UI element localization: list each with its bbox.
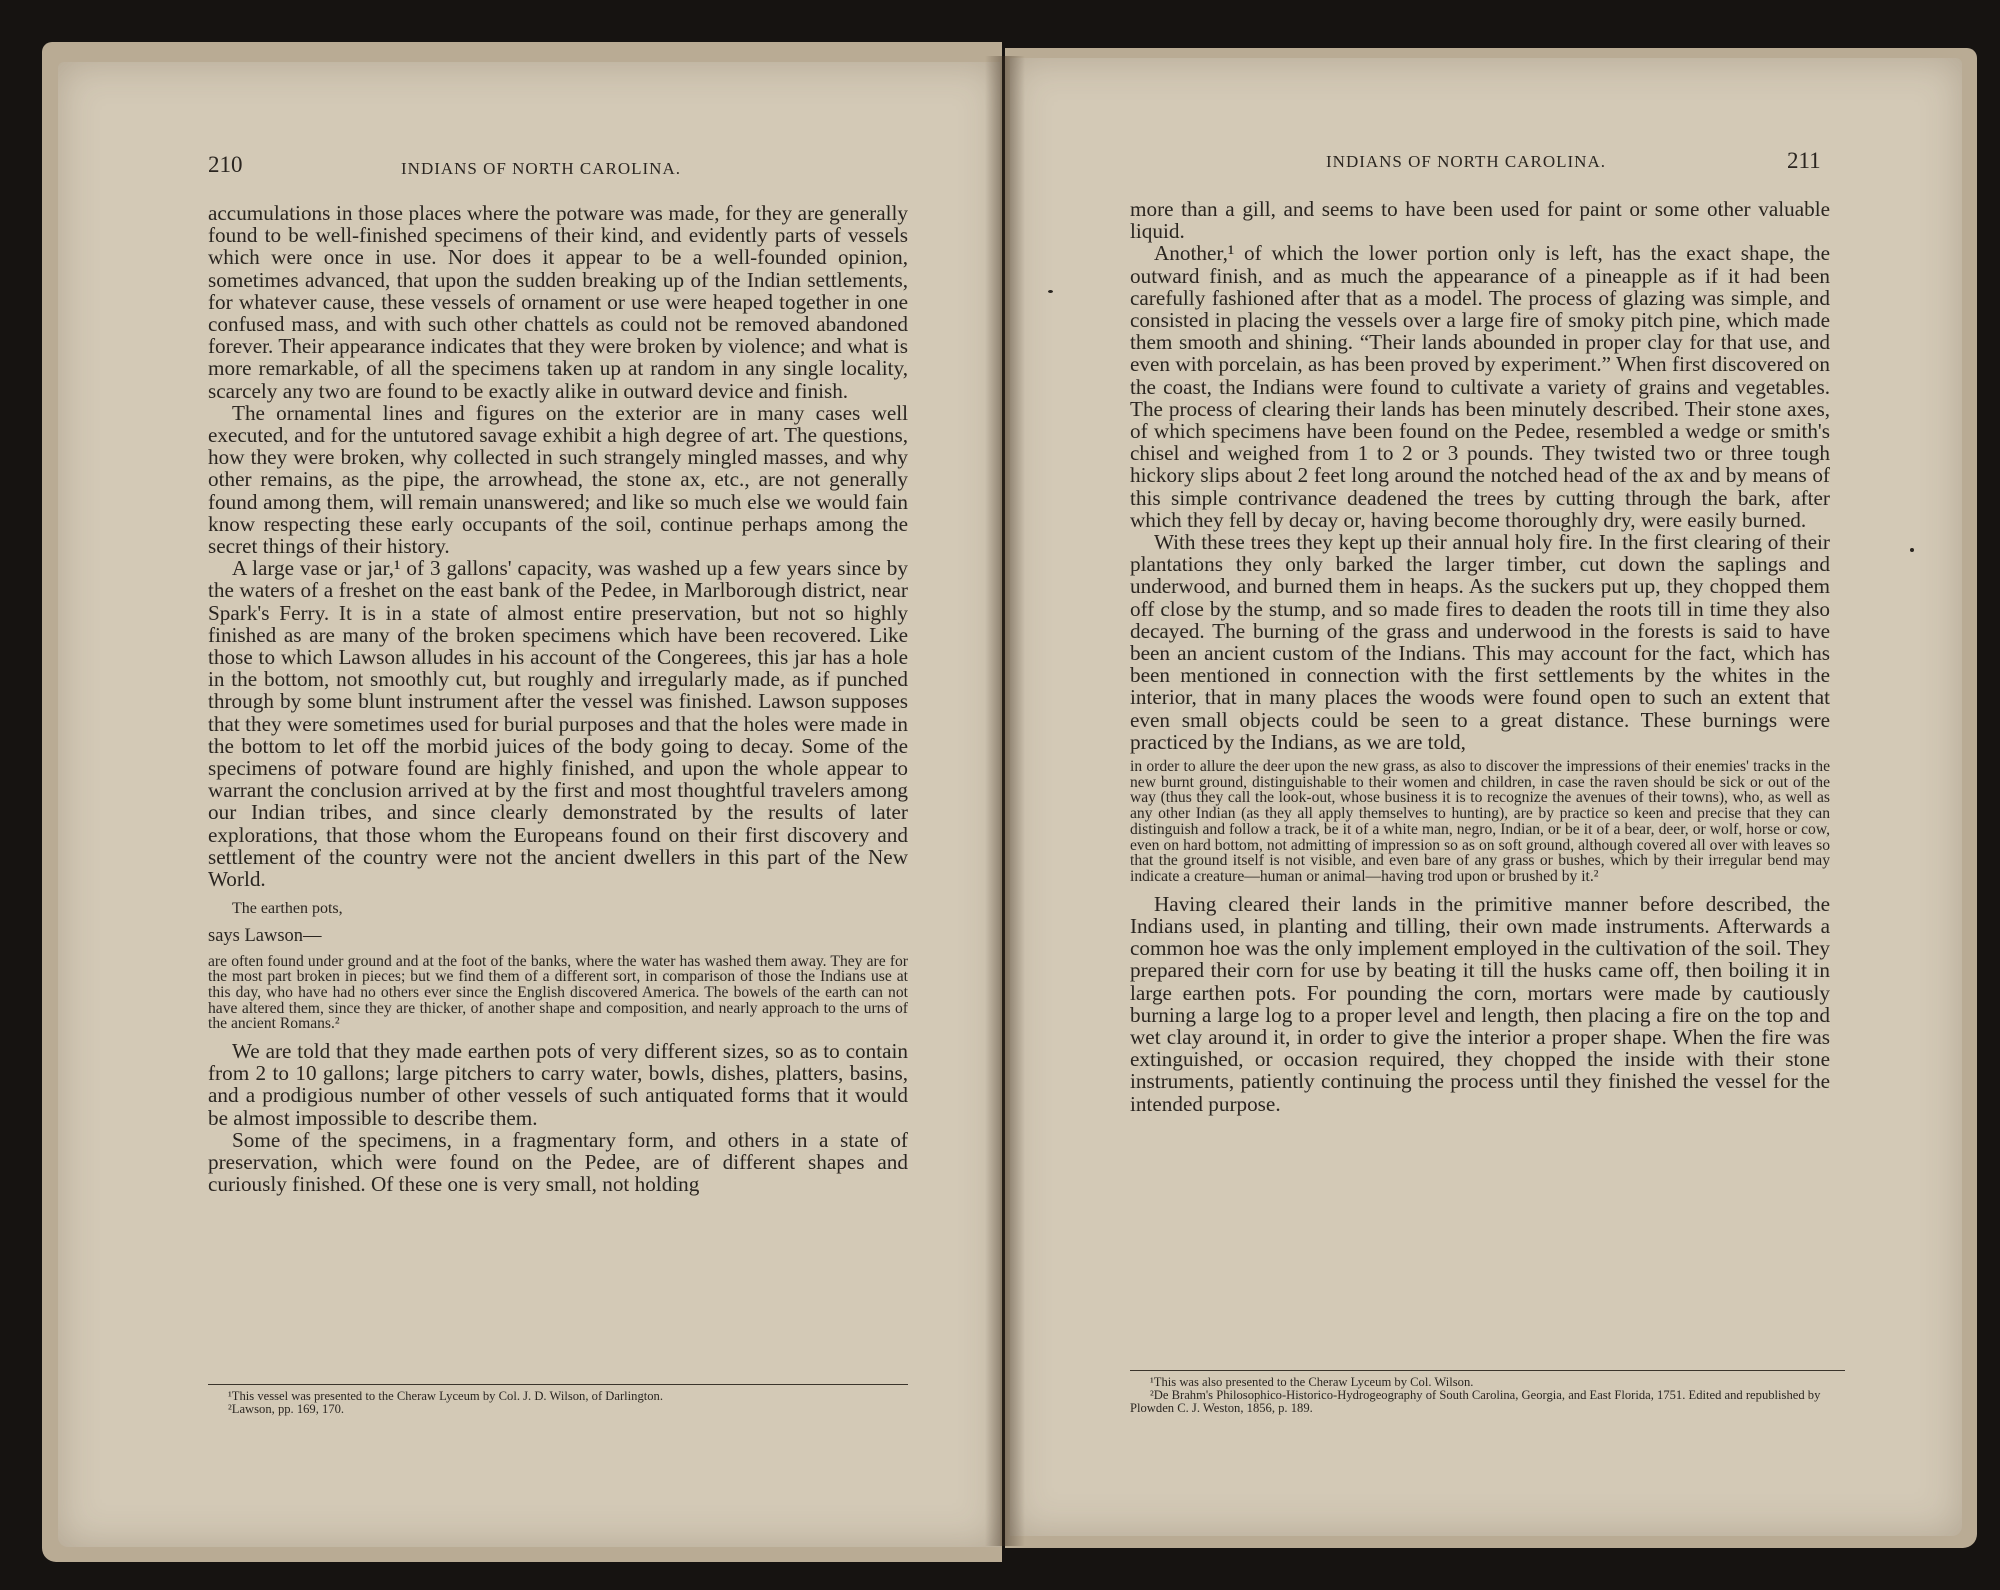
right-footnote-1: ¹This was also presented to the Cheraw Lyceum by Col. Wilson. [1150, 1375, 1474, 1389]
right-footnote-2: ²De Brahm's Philosophico-Historico-Hydrogeography of South Carolina, Georgia, and East Florida, 1751. Edited and republished by Plowden C. J. Weston, 1856, p. 189. [1130, 1388, 1821, 1415]
right-body-text [1130, 198, 1830, 1115]
left-paragraph-5: Some of the specimens, in a fragmentary form, and others in a state of preservation, which were found on the Pedee, are of different shapes and curiously finished. Of these one is very small, not holding [208, 1127, 908, 1197]
right-block-quote: in order to allure the deer upon the new grass, as also to discover the impressions of their enemies' tracks in the new burnt ground, distinguishable to their women and children, in case the raven should be sick or out of the way (thus they call the look-out, whose business it is to recognize the avenues of their towns), who, as well as any other Indian (as they all apply themselves to hunting), are by practice so keen and precise that they can distinguish and follow a track, be it of a white man, negro, Indian, or be it of a bear, deer, or wolf, horse or cow, even on hard bottom, not admitting of impression so as on soft ground, although covered all over with leaves so that the ground itself is not visible, and even bare of any grass or bushes, which by their irregular bend may indicate a creature—human or animal—having trod upon or brushed by it.² [1130, 758, 1830, 885]
right-paragraph-2: Another,¹ of which the lower portion only is left, has the exact shape, the outward finish, and as much the appearance of a pineapple as if it had been carefully fashioned after that as a model. The process of glazing was simple, and consisted in placing the vessels over a large fire of smoky pitch pine, which made them smooth and shining. “Their lands abounded in proper clay for that use, and even with porcelain, as has been proved by experiment.” When first discovered on the coast, the Indians were found to cultivate a variety of grains and vegetables. The process of clearing their lands has been minutely described. Their stone axes, of which specimens have been found on the Pedee, resembled a wedge or smith's chisel and weighed from 1 to 2 or 3 pounds. They twisted two or three tough hickory slips about 2 feet long around the notched head of the ax and by means of this simple contrivance deadened the trees by cutting through the bark, after which they fell by decay or, having become thoroughly dry, were easily burned. [1130, 241, 1830, 532]
left-body-text [208, 202, 908, 1195]
left-block-quote: are often found under ground and at the foot of the banks, where the water has washed them away. They are for the most part broken in pieces; but we find them of a different sort, in comparison of those the Indians use at this day, who have had no others ever since the English discovered America. The bowels of the earth can not have altered them, since they are thicker, of another shape and composition, and nearly approach to the urns of the ancient Romans.² [208, 952, 908, 1033]
left-page-number: 210 [208, 152, 243, 177]
right-paragraph-3: With these trees they kept up their annual holy fire. In the first clearing of their plantations they only barked the larger timber, cut down the saplings and underwood, and burned them in heaps. As the suckers put up, they chopped them off close by the stump, and so made fires to deaden the roots till in time they also decayed. The burning of the grass and underwood in the forests is said to have been an ancient custom of the Indians. This may account for the fact, which has been mentioned in connection with the first settlements by the whites in the interior, that in many places the woods were found open to such an extent that even small objects could be seen to a great distance. These burnings were practiced by the Indians, as we are told, [1130, 530, 1830, 754]
left-paragraph-1: accumulations in those places where the potware was made, for they are generally found to be well-finished specimens of their kind, and evidently parts of vessels which were once in use. Nor does it appear to be a well-founded opinion, sometimes advanced, that upon the sudden breaking up of the Indian settlements, for whatever cause, these vessels of ornament or use were heaped together in one confused mass, and with such other chattels as could not be removed abandoned forever. Their appearance indicates that they were broken by violence; and what is more remarkable, of all the specimens taken up at random in any single locality, scarcely any two are found to be exactly alike in outward device and finish. [208, 201, 908, 403]
left-paragraph-2: The ornamental lines and figures on the exterior are in many cases well executed, and for the untutored savage exhibit a high degree of art. The questions, how they were broken, why collected in such strangely mingled masses, and why other remains, as the pipe, the arrowhead, the stone ax, etc., are not generally found among them, will remain unanswered; and like so much else we would fain know respecting these early occupants of the soil, continue perhaps among the secret things of their history. [208, 400, 908, 559]
right-paragraph-1: more than a gill, and seems to have been used for paint or some other valuable liquid. [1130, 197, 1830, 244]
paper-blemish [1048, 290, 1053, 293]
right-footnote-rule [1130, 1370, 1845, 1371]
book-gutter [985, 56, 1025, 1546]
left-footnote-1: ¹This vessel was presented to the Cheraw Lyceum by Col. J. D. Wilson, of Darlington. [228, 1389, 664, 1403]
left-running-head: INDIANS OF NORTH CAROLINA. [401, 159, 681, 178]
right-running-head: INDIANS OF NORTH CAROLINA. [1326, 152, 1606, 171]
left-page [58, 62, 1000, 1547]
right-paragraph-4: Having cleared their lands in the primitive manner before described, the Indians used, in planting and tilling, their own made instruments. Afterwards a common hoe was the only implement employed in the cultivation of the soil. They prepared their corn for use by beating it till the husks came off, then boiling it in large earthen pots. For pounding the corn, mortars were made by cautiously burning a large log to a proper level and length, then placing a fire on the top and wet clay around it, in order to give the interior a proper shape. When the fire was extinguished, or occasion required, they chopped the inside with their stone instruments, patiently continuing the process until they finished the vessel for the intended purpose. [1130, 891, 1830, 1116]
left-footnotes [208, 1390, 918, 1416]
right-footnotes [1130, 1376, 1850, 1415]
left-footnote-rule [208, 1384, 908, 1385]
left-paragraph-3: A large vase or jar,¹ of 3 gallons' capacity, was washed up a few years since by the waters of a freshet on the east bank of the Pedee, in Marlborough district, near Spark's Ferry. It is in a state of almost entire preservation, but not so highly finished as are many of the broken specimens which have been recovered. Like those to which Lawson alludes in his account of the Congerees, this jar has a hole in the bottom, not smoothly cut, but roughly and irregularly made, as if punched through by some blunt instrument after the vessel was finished. Lawson supposes that they were sometimes used for burial purposes and that the holes were made in the bottom to let off the morbid juices of the body going to decay. Some of the specimens of potware found are highly finished, and upon the whole appear to warrant the conclusion arrived at by the first and most thoughtful travelers among our Indian tribes, and since clearly demonstrated by the results of later explorations, that those whom the Europeans found on their first discovery and settlement of the country were not the ancient dwellers in this part of the New World. [208, 556, 908, 892]
paper-blemish [1910, 548, 1914, 552]
left-says-lawson: says Lawson— [208, 926, 322, 947]
right-page-number: 211 [1787, 148, 1821, 173]
left-paragraph-4: We are told that they made earthen pots of very different sizes, so as to contain from 2 to 10 gallons; large pitchers to carry water, bowls, dishes, platters, basins, and a prodigious number of other vessels of such antiquated forms that it would be almost impossible to describe them. [208, 1039, 908, 1130]
left-footnote-2: ²Lawson, pp. 169, 170. [228, 1402, 345, 1416]
left-quote-intro: The earthen pots, [232, 900, 343, 918]
right-page [1010, 58, 1962, 1536]
